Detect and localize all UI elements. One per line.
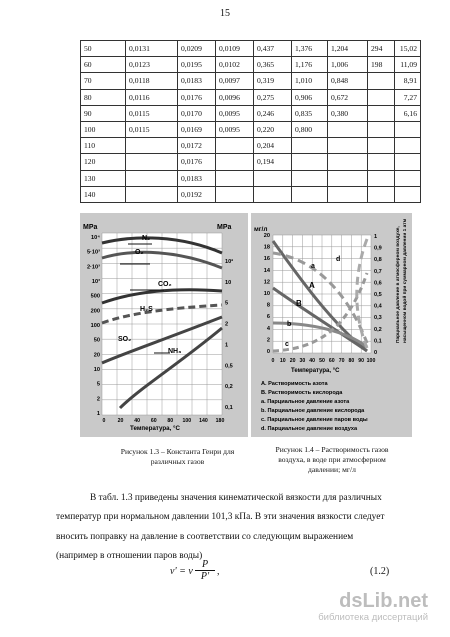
table-cell: 294 <box>368 41 395 57</box>
label-h2s: H₂S <box>140 306 153 313</box>
watermark-logo: dsLib.net <box>339 590 428 612</box>
caption-line: воздуха, в воде при атмосферном <box>278 455 386 464</box>
table-cell: 0,0192 <box>178 186 216 202</box>
table-cell <box>216 138 254 154</box>
table-row <box>81 73 421 89</box>
table-cell: 120 <box>81 154 126 170</box>
caption-line: Рисунок 1.4 – Растворимость газов <box>275 445 389 454</box>
left-axis-tick: 20 <box>263 233 270 239</box>
table-cell: 60 <box>81 57 126 73</box>
table-cell: 0,0209 <box>178 41 216 57</box>
table-cell: 0,319 <box>254 73 292 89</box>
x-axis-tick: 30 <box>299 358 306 364</box>
watermark-subtitle: библиотека диссертаций <box>318 612 428 623</box>
x-axis-label: Температура, °C <box>291 368 340 374</box>
figure-gas-solubility <box>251 213 412 437</box>
x-axis-tick: 180 <box>215 418 225 424</box>
viscosity-table <box>80 40 421 203</box>
table-row <box>81 105 421 121</box>
formula-comma: , <box>217 566 220 577</box>
table-cell: 0,380 <box>328 105 368 121</box>
left-axis-tick: 5·10³ <box>86 249 100 256</box>
right-axis-tick: 5 <box>225 300 229 307</box>
table-cell <box>368 170 395 186</box>
x-axis-tick: 20 <box>117 418 124 424</box>
label-d: d <box>336 256 341 263</box>
table-cell <box>328 138 368 154</box>
figure-caption-right <box>262 445 402 475</box>
table-cell: 100 <box>81 121 126 137</box>
x-axis-tick: 100 <box>182 418 192 424</box>
table-cell: 0,0183 <box>178 170 216 186</box>
right-axis-label-2: насыщенном водой при суммарном давлении 1 атм <box>403 218 408 343</box>
table-cell <box>395 186 421 202</box>
table-cell: 110 <box>81 138 126 154</box>
label-c: c <box>285 341 289 348</box>
table-cell: 6,16 <box>395 105 421 121</box>
table-cell: 0,0172 <box>178 138 216 154</box>
table-cell: 0,246 <box>254 105 292 121</box>
left-axis-tick: 8 <box>266 302 270 309</box>
paragraph-line: температур при нормальном давлении 101,3 кПа. В эти значения вязкости следует <box>56 512 385 523</box>
table-cell <box>216 186 254 202</box>
table-cell: 0,0123 <box>126 57 178 73</box>
left-axis-tick: 1 <box>96 411 100 417</box>
table-cell <box>368 186 395 202</box>
left-axis-tick: 4 <box>266 325 270 332</box>
figure-henry-constant <box>80 213 248 437</box>
table-cell <box>328 154 368 170</box>
table-cell: 0,0095 <box>216 105 254 121</box>
caption-line: различных газов <box>150 457 205 466</box>
right-axis-tick: 0,1 <box>374 338 382 345</box>
paragraph-line: вносить поправку на давление в соответствии со следующим выражением <box>56 531 354 542</box>
body-paragraph <box>56 489 409 566</box>
table-cell: 0,0183 <box>178 73 216 89</box>
x-axis-tick: 40 <box>309 358 316 364</box>
table-cell: 0,0118 <box>126 73 178 89</box>
table-cell <box>368 73 395 89</box>
legend-item-b: b. Парциальное давление кислорода <box>261 408 365 414</box>
equation-number: (1.2) <box>370 566 390 577</box>
table-cell <box>368 154 395 170</box>
figure-caption-left <box>115 447 240 467</box>
table-cell: 0,275 <box>254 89 292 105</box>
table-cell <box>395 121 421 137</box>
table-cell: 0,0115 <box>126 121 178 137</box>
label-A: A <box>309 281 315 290</box>
table-cell: 0,0176 <box>178 154 216 170</box>
left-axis-tick: 18 <box>263 244 270 251</box>
left-axis-tick: 6 <box>266 314 270 321</box>
table-cell <box>328 186 368 202</box>
left-axis-tick: 500 <box>90 293 100 300</box>
table-cell: 0,0176 <box>178 89 216 105</box>
table-cell <box>328 170 368 186</box>
table-cell: 7,27 <box>395 89 421 105</box>
watermark <box>318 590 428 623</box>
table-cell: 0,800 <box>292 121 328 137</box>
left-axis-tick: 12 <box>263 279 270 286</box>
table-cell: 0,672 <box>328 89 368 105</box>
right-axis-tick: 0 <box>374 350 378 356</box>
table-cell: 130 <box>81 170 126 186</box>
table-cell: 0,906 <box>292 89 328 105</box>
left-axis-tick: 2 <box>96 396 100 403</box>
table-cell: 15,02 <box>395 41 421 57</box>
right-axis-tick: 10² <box>225 259 234 265</box>
table-row <box>81 57 421 73</box>
x-axis-tick: 60 <box>328 358 335 364</box>
table-cell: 0,0115 <box>126 105 178 121</box>
left-axis-tick: 100 <box>90 323 100 329</box>
legend-item-d: d. Парциальное давление воздуха <box>261 426 358 432</box>
x-axis-tick: 0 <box>271 358 275 364</box>
left-axis-tick: 200 <box>90 308 100 315</box>
x-axis-tick: 0 <box>102 418 106 424</box>
left-axis-tick: 50 <box>93 337 100 344</box>
right-axis-tick: 1 <box>374 234 378 240</box>
x-axis-tick: 80 <box>167 418 174 424</box>
right-axis-tick: 1 <box>225 342 229 349</box>
caption-line: давлении; мг/л <box>308 465 356 474</box>
table-cell: 0,0169 <box>178 121 216 137</box>
table-cell: 0,0095 <box>216 121 254 137</box>
label-o2: O₂ <box>135 249 144 256</box>
right-axis-tick: 0,3 <box>374 315 382 322</box>
table-cell: 0,0170 <box>178 105 216 121</box>
right-axis-tick: 0,1 <box>225 405 233 411</box>
table-cell: 1,376 <box>292 41 328 57</box>
left-axis-tick: 5 <box>96 381 100 388</box>
table-cell <box>368 89 395 105</box>
table-cell <box>254 170 292 186</box>
x-axis-tick: 40 <box>134 418 141 424</box>
right-axis-tick: 0,5 <box>225 363 233 370</box>
left-axis-tick: 20 <box>93 352 100 359</box>
left-axis-tick: 10 <box>93 367 100 373</box>
table-cell <box>126 186 178 202</box>
table-cell: 0,194 <box>254 154 292 170</box>
table-cell: 0,204 <box>254 138 292 154</box>
table-row <box>81 154 421 170</box>
table-cell: 0,835 <box>292 105 328 121</box>
table-cell: 198 <box>368 57 395 73</box>
table-cell <box>292 138 328 154</box>
table-cell: 0,0131 <box>126 41 178 57</box>
table-cell: 70 <box>81 73 126 89</box>
formula-numerator: P <box>195 559 215 571</box>
table-cell: 0,0102 <box>216 57 254 73</box>
table-cell: 0,0109 <box>216 41 254 57</box>
label-nh3: NH₃ <box>168 348 182 355</box>
legend-item-c: c. Парциальное давление паров воды <box>261 417 368 423</box>
x-axis-label: Температура, °C <box>130 425 180 432</box>
x-axis-tick: 140 <box>199 418 208 424</box>
legend-item-a: a. Парциальное давление азота <box>261 399 350 405</box>
paragraph-line: В табл. 1.3 приведены значения кинематической вязкости для различных <box>90 493 382 503</box>
right-axis-tick: 0,6 <box>374 280 382 287</box>
table-cell: 8,91 <box>395 73 421 89</box>
label-co2: CO₂ <box>158 281 172 288</box>
table-cell: 0,437 <box>254 41 292 57</box>
right-axis-tick: 0,9 <box>374 245 382 252</box>
label-B: B <box>296 299 302 308</box>
table-cell: 0,0195 <box>178 57 216 73</box>
x-axis-tick: 60 <box>150 418 157 424</box>
right-unit-label: MPa <box>217 224 232 231</box>
legend-item-B: B. Растворимость кислорода <box>261 390 343 396</box>
table-cell: 0,848 <box>328 73 368 89</box>
right-axis-tick: 0,4 <box>374 303 382 310</box>
table-cell <box>395 138 421 154</box>
right-axis-label-1: Парциальное давление в атмосферном воздухе, <box>396 226 401 343</box>
paragraph-line: (например в отношении паров воды) <box>56 550 203 561</box>
table-row <box>81 121 421 137</box>
table-row <box>81 41 421 57</box>
left-axis-tick: 14 <box>263 267 270 274</box>
table-cell <box>368 138 395 154</box>
table-cell: 80 <box>81 89 126 105</box>
right-axis-tick: 10 <box>225 279 232 286</box>
table-cell: 140 <box>81 186 126 202</box>
table-cell <box>126 138 178 154</box>
formula-fraction <box>195 559 215 583</box>
right-axis-tick: 0,5 <box>374 292 382 298</box>
table-cell: 1,006 <box>328 57 368 73</box>
table-cell <box>368 105 395 121</box>
left-unit-label: мг/л <box>254 226 268 233</box>
left-axis-tick: 2 <box>266 337 270 344</box>
x-axis-tick: 90 <box>358 358 365 364</box>
table-cell <box>216 154 254 170</box>
table-cell: 50 <box>81 41 126 57</box>
table-cell <box>368 121 395 137</box>
x-axis-tick: 100 <box>366 358 376 364</box>
legend <box>261 381 368 432</box>
x-axis-tick: 10 <box>279 358 286 364</box>
table-row <box>81 170 421 186</box>
table-cell <box>126 154 178 170</box>
table-cell: 0,0096 <box>216 89 254 105</box>
table-cell <box>328 121 368 137</box>
label-a: a <box>311 263 315 270</box>
table-cell: 0,0116 <box>126 89 178 105</box>
label-n2: N₂ <box>142 235 151 242</box>
table-cell: 0,365 <box>254 57 292 73</box>
table-row <box>81 186 421 202</box>
left-axis-tick: 16 <box>263 256 270 263</box>
label-b: b <box>287 321 292 328</box>
right-axis-tick: 0,2 <box>374 326 382 333</box>
table-cell <box>395 154 421 170</box>
left-axis-tick: 2·10³ <box>86 264 100 271</box>
table-cell <box>216 170 254 186</box>
legend-item-A: A. Растворимость азота <box>261 381 328 387</box>
table-cell <box>292 170 328 186</box>
caption-line: Рисунок 1.3 – Константа Генри для <box>120 447 235 456</box>
left-axis-tick: 10 <box>263 291 270 297</box>
table-cell <box>126 170 178 186</box>
x-axis-tick: 20 <box>289 358 296 364</box>
left-axis-tick: 0 <box>266 349 270 355</box>
formula-denominator: P' <box>200 571 210 582</box>
x-axis-tick: 50 <box>319 358 325 364</box>
table-cell: 0,0097 <box>216 73 254 89</box>
table-cell: 1,176 <box>292 57 328 73</box>
left-axis-tick: 10³ <box>91 279 100 285</box>
right-axis-tick: 0,8 <box>374 257 382 264</box>
label-so2: SO₂ <box>118 336 132 343</box>
table-row <box>81 89 421 105</box>
left-unit-label: MPa <box>83 224 98 231</box>
right-axis-tick: 0,2 <box>225 384 233 391</box>
table-cell: 1,010 <box>292 73 328 89</box>
x-axis-tick: 70 <box>338 358 345 364</box>
table-cell: 0,220 <box>254 121 292 137</box>
left-axis-tick: 10⁴ <box>91 235 100 241</box>
table-cell <box>292 186 328 202</box>
right-axis-tick: 2 <box>225 321 229 328</box>
table-row <box>81 138 421 154</box>
table-cell <box>395 170 421 186</box>
table-cell: 90 <box>81 105 126 121</box>
table-cell <box>254 186 292 202</box>
right-axis-tick: 0,7 <box>374 268 382 275</box>
x-axis-tick: 80 <box>348 358 355 364</box>
table-cell: 11,09 <box>395 57 421 73</box>
page-number: 15 <box>220 8 230 19</box>
table-cell: 1,204 <box>328 41 368 57</box>
formula-lhs: ν' = ν <box>170 566 193 577</box>
table-cell <box>292 154 328 170</box>
